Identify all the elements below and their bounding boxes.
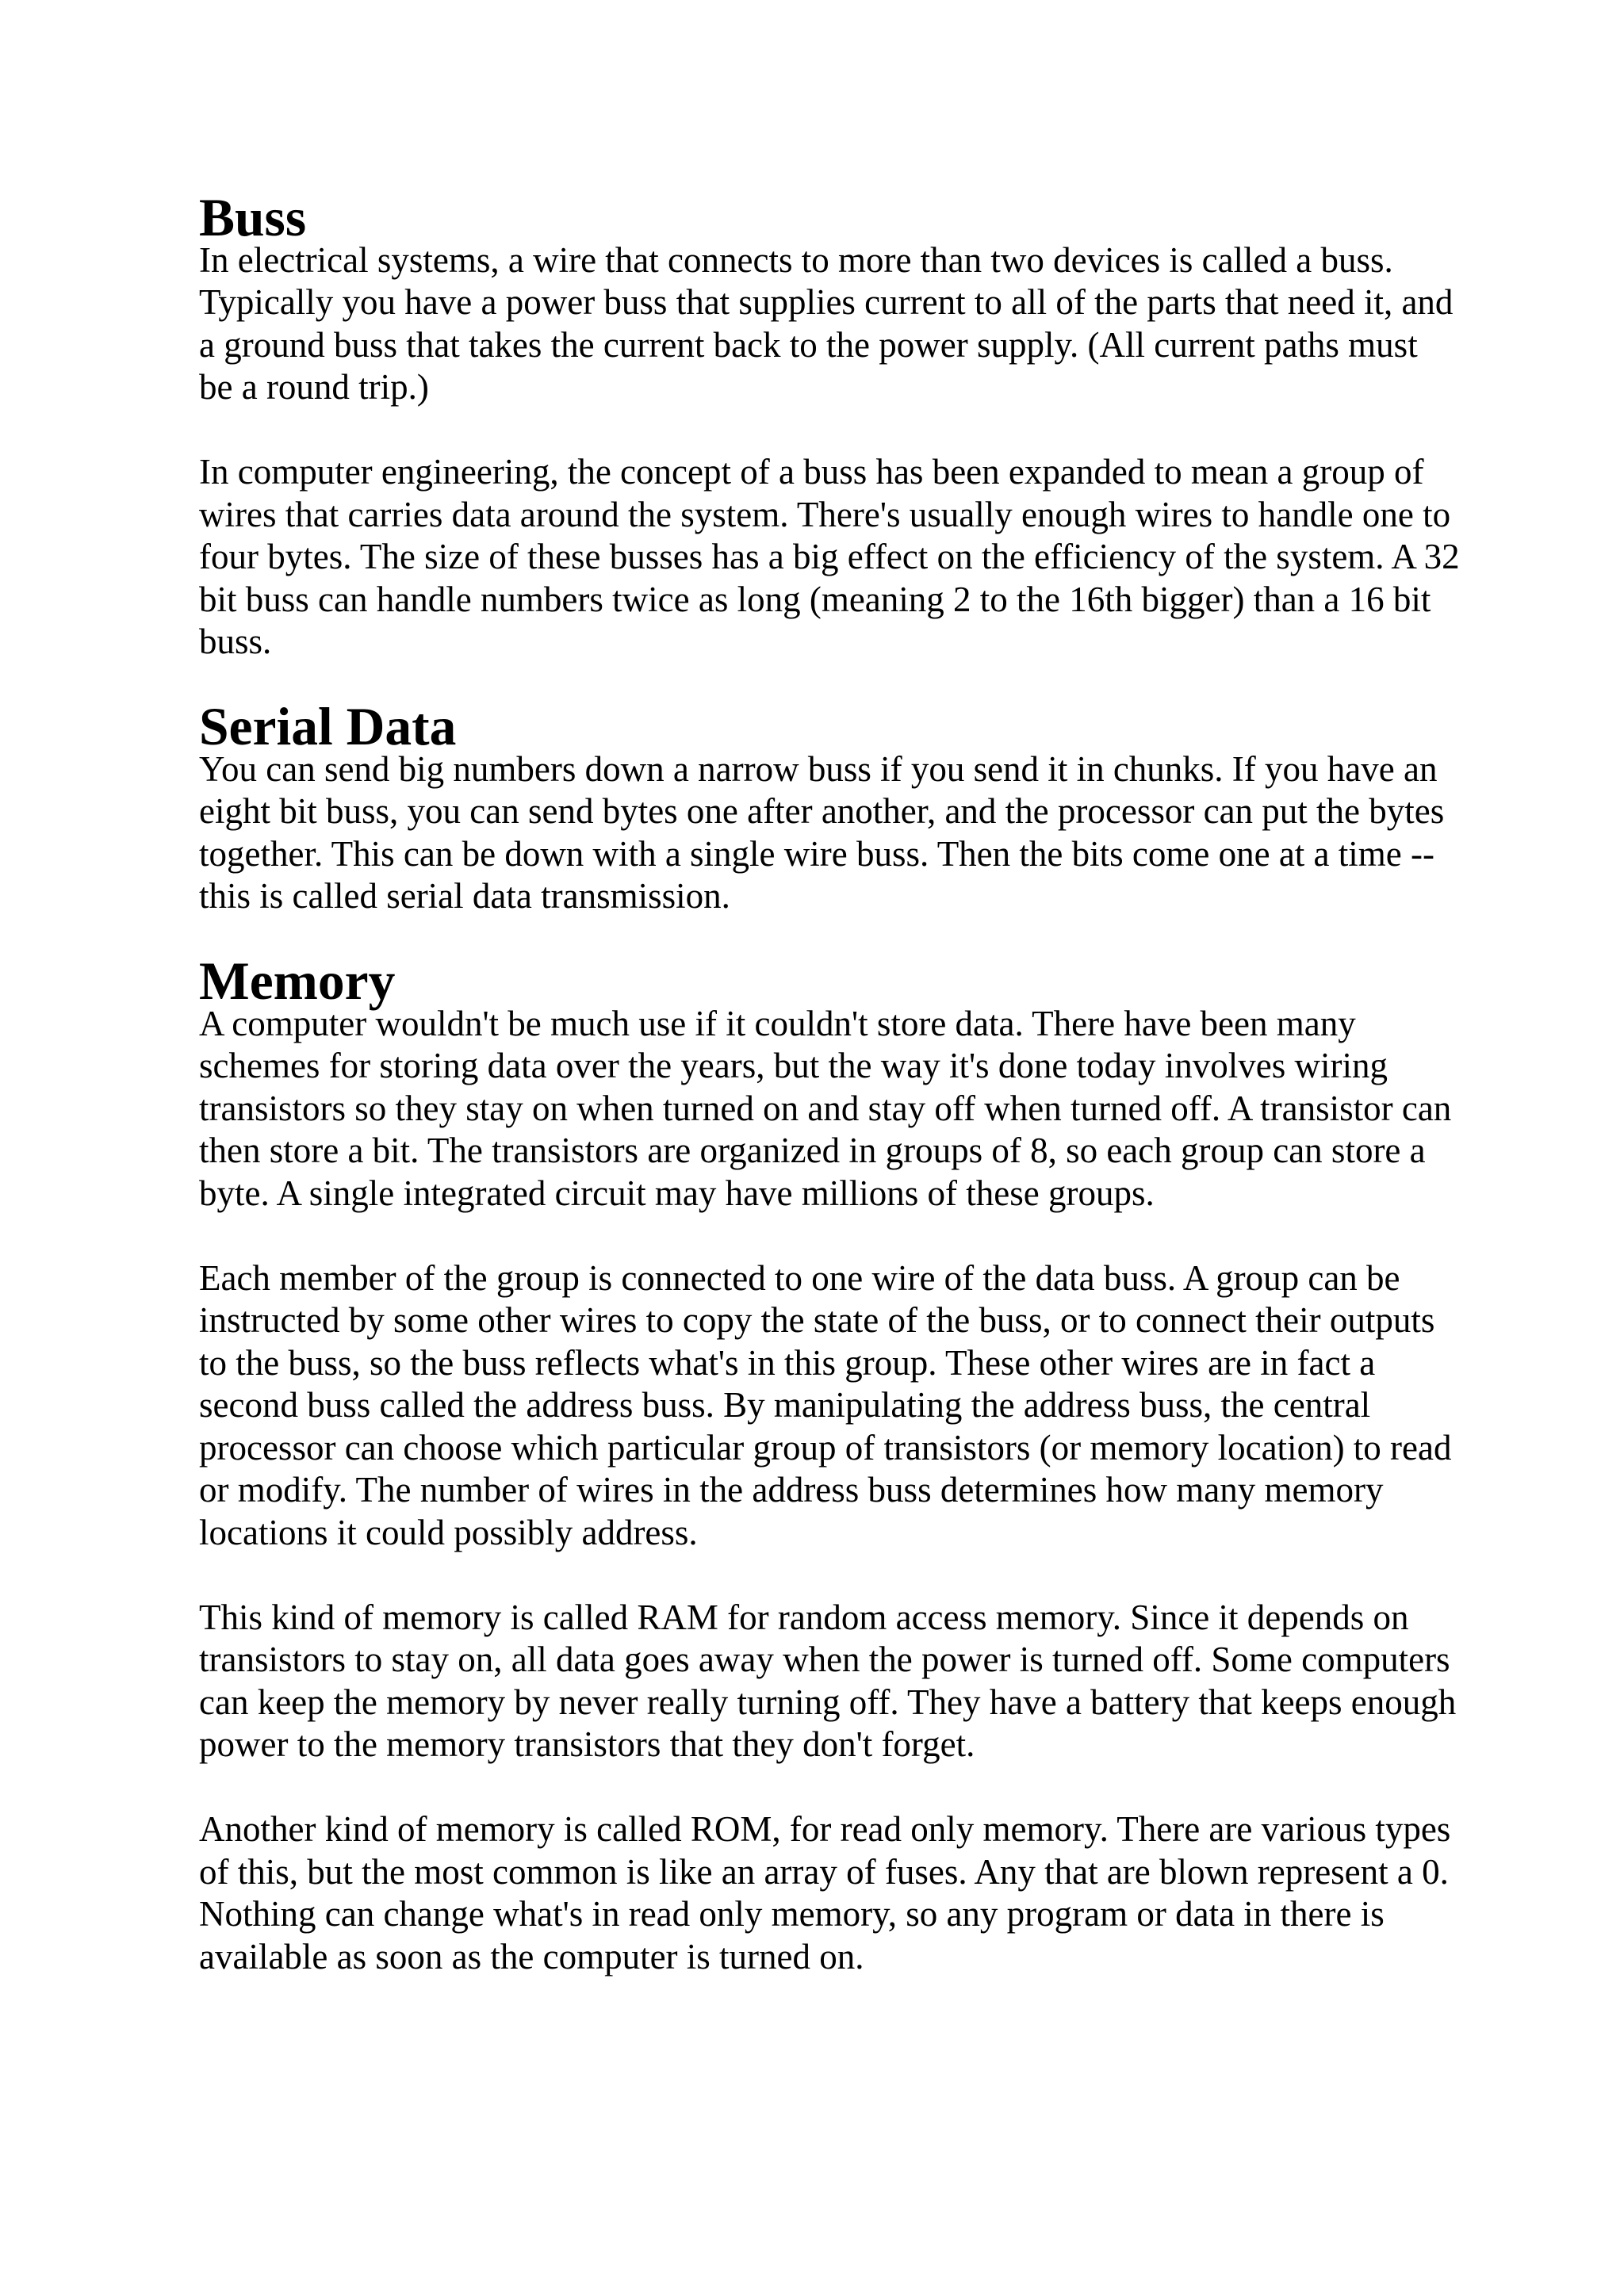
memory-paragraph-2: Each member of the group is connected to one wire of the data buss. A group can be instructed by some other wires to copy the state of the buss, or to connect their outputs to the buss, so the buss reflects what's in this group. These other wires are in fact a second buss called the address buss. By manipulating the address buss, the central processor can choose which particular group of transistors (or memory location) to read or modify. The number of wires in the address buss determines how many memory locations it could possibly address. [199, 1257, 1452, 1552]
memory-paragraph-3: This kind of memory is called RAM for random access memory. Since it depends on transistors to stay on, all data goes away when the power is turned off. Some computers can keep the memory by never really turning off. They have a battery that keeps enough power to the memory transistors that they don't forget. [199, 1597, 1457, 1764]
buss-paragraph-2: In computer engineering, the concept of a buss has been expanded to mean a group of wires that carries data around the system. There's usually enough wires to handle one to four bytes. The size of these busses has a big effect on the efficiency of the system. A 32 bit buss can handle numbers twice as long (meaning 2 to the 16th bigger) than a 16 bit buss. [199, 452, 1460, 661]
buss-paragraph-1: In electrical systems, a wire that connects to more than two devices is called a buss. Typically you have a power buss that supplies current to all of the parts that need it, and a ground buss that takes the current back to the power supply. (All current paths must be a round trip.) [199, 239, 1454, 407]
document-page [199, 188, 1460, 2021]
section-heading-serial-data: Serial Data [199, 697, 457, 756]
section-heading-memory: Memory [199, 951, 396, 1011]
serial-data-paragraph-1: You can send big numbers down a narrow buss if you send it in chunks. If you have an eight bit buss, you can send bytes one after another, and the processor can put the bytes together. This can be down with a single wire buss. Then the bits come one at a time -- this is called serial data transmission. [199, 748, 1445, 916]
section-heading-buss: Buss [199, 188, 307, 247]
memory-paragraph-1: A computer wouldn't be much use if it couldn't store data. There have been many schemes for storing data over the years, but the way it's done today involves wiring transistors so they stay on when turned on and stay off when turned off. A transistor can then store a bit. The transistors are organized in groups of 8, so each group can store a byte. A single integrated circuit may have millions of these groups. [199, 1003, 1452, 1213]
memory-paragraph-4: Another kind of memory is called ROM, for read only memory. There are various types of this, but the most common is like an array of fuses. Any that are blown represent a 0. Nothing can change what's in read only memory, so any program or data in there is available as soon as the computer is turned on. [199, 1809, 1451, 1976]
